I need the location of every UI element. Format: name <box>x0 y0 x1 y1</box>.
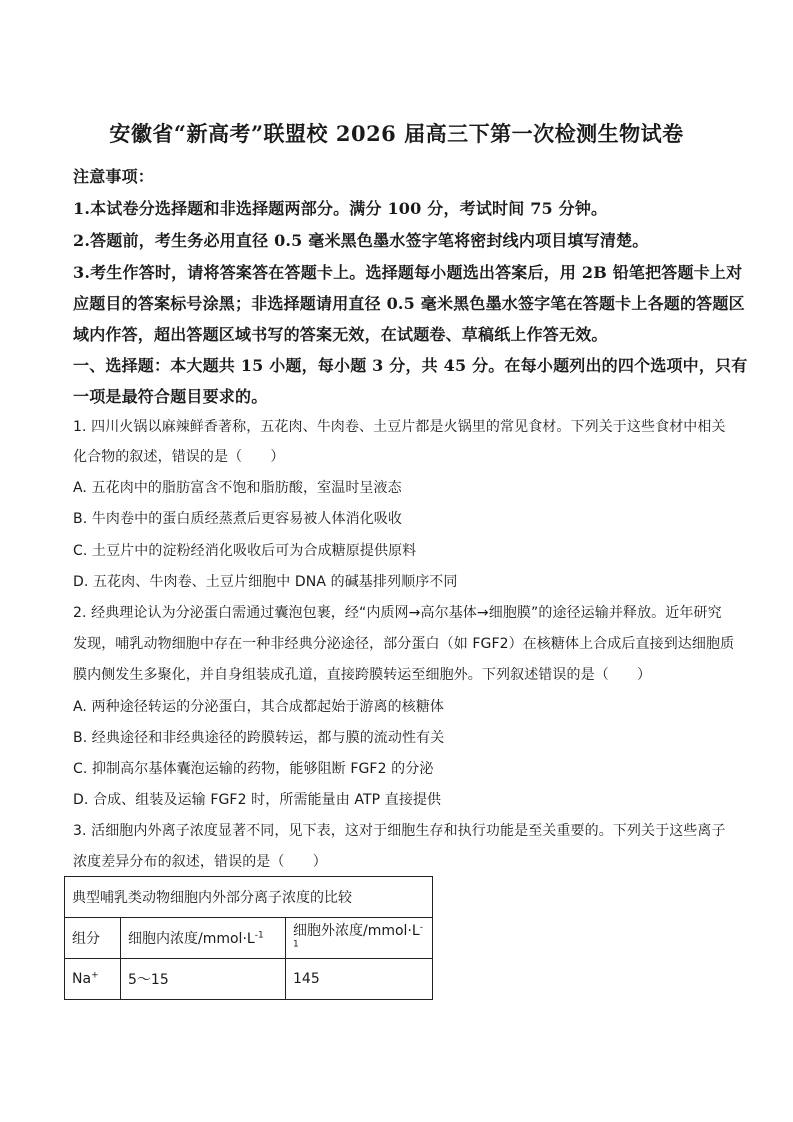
cell-outside: 145 <box>286 959 433 1000</box>
header-inside <box>121 918 286 959</box>
ion-concentration-table <box>64 876 433 1000</box>
notice-heading: 注意事项： <box>73 167 155 186</box>
header-outside-exponent: -1 <box>293 922 423 950</box>
header-outside <box>286 918 433 959</box>
table-header-row <box>65 918 433 959</box>
exam-title: 安徽省“新高考”联盟校 2026 届高三下第一次检测生物试卷 <box>109 121 684 146</box>
ion-charge: + <box>91 970 99 981</box>
q1-stem-cont: 化合物的叙述，错误的是（ ） <box>73 449 285 465</box>
table-caption-row <box>65 877 433 918</box>
header-inside-exponent: -1 <box>254 930 264 941</box>
header-inside-label: 细胞内浓度/mmol·L <box>128 931 255 947</box>
table-caption: 典型哺乳类动物细胞内外部分离子浓度的比较 <box>65 877 433 918</box>
q2-stem-cont: 膜内侧发生多聚化，并自身组装成孔道，直接跨膜转运至细胞外。下列叙述错误的是（ ） <box>73 667 652 683</box>
q2-option-c: C. 抑制高尔基体囊泡运输的药物，能够阻断 FGF2 的分泌 <box>73 761 434 777</box>
q2-option-b: B. 经典途径和非经典途径的跨膜转运，都与膜的流动性有关 <box>73 730 445 746</box>
q1-stem: 1. 四川火锅以麻辣鲜香著称，五花肉、牛肉卷、土豆片都是火锅里的常见食材。下列关于这些食材中相关 <box>73 419 726 435</box>
notice-item: 域内作答，超出答题区域书写的答案无效，在试题卷、草稿纸上作答无效。 <box>73 325 608 344</box>
cell-inside: 5～15 <box>121 959 286 1000</box>
section-heading: 一、选择题：本大题共 15 小题，每小题 3 分，共 45 分。在每小题列出的四个选项中，只有 <box>73 356 748 375</box>
q1-option-b: B. 牛肉卷中的蛋白质经蒸煮后更容易被人体消化吸收 <box>73 511 403 527</box>
cell-ion <box>65 959 121 1000</box>
q2-option-d: D. 合成、组装及运输 FGF2 时，所需能量由 ATP 直接提供 <box>73 792 442 808</box>
q1-option-a: A. 五花肉中的脂肪富含不饱和脂肪酸，室温时呈液态 <box>73 480 402 496</box>
notice-item: 2.答题前，考生务必用直径 0.5 毫米黑色墨水签字笔将密封线内项目填写清楚。 <box>73 231 649 250</box>
header-outside-label: 细胞外浓度/mmol·L <box>293 923 420 939</box>
notice-item: 3.考生作答时，请将答案答在答题卡上。选择题每小题选出答案后，用 2B 铅笔把答题卡上对 <box>73 263 743 282</box>
ion-symbol: Na <box>72 971 92 987</box>
q3-stem: 3. 活细胞内外离子浓度显著不同，见下表，这对于细胞生存和执行功能是至关重要的。下列关于这些离子 <box>73 823 726 839</box>
notice-item: 应题目的答案标号涂黑；非选择题请用直径 0.5 毫米黑色墨水签字笔在答题卡上各题的答题区 <box>73 294 745 313</box>
q1-option-c: C. 土豆片中的淀粉经消化吸收后可为合成糖原提供原料 <box>73 543 417 559</box>
q3-stem-cont: 浓度差异分布的叙述，错误的是（ ） <box>73 854 327 870</box>
section-heading-cont: 一项是最符合题目要求的。 <box>73 387 268 406</box>
notice-item: 1.本试卷分选择题和非选择题两部分。满分 100 分，考试时间 75 分钟。 <box>73 199 608 218</box>
q2-stem-cont: 发现，哺乳动物细胞中存在一种非经典分泌途径，部分蛋白（如 FGF2）在核糖体上合成后直接到达细胞质 <box>73 636 735 652</box>
q2-stem: 2. 经典理论认为分泌蛋白需通过囊泡包裹，经“内质网→高尔基体→细胞膜”的途径运输并释放。近年研究 <box>73 605 722 621</box>
table-row <box>65 959 433 1000</box>
header-component: 组分 <box>65 918 121 959</box>
q2-option-a: A. 两种途径转运的分泌蛋白，其合成都起始于游离的核糖体 <box>73 699 445 715</box>
q1-option-d: D. 五花肉、牛肉卷、土豆片细胞中 DNA 的碱基排列顺序不同 <box>73 574 458 590</box>
